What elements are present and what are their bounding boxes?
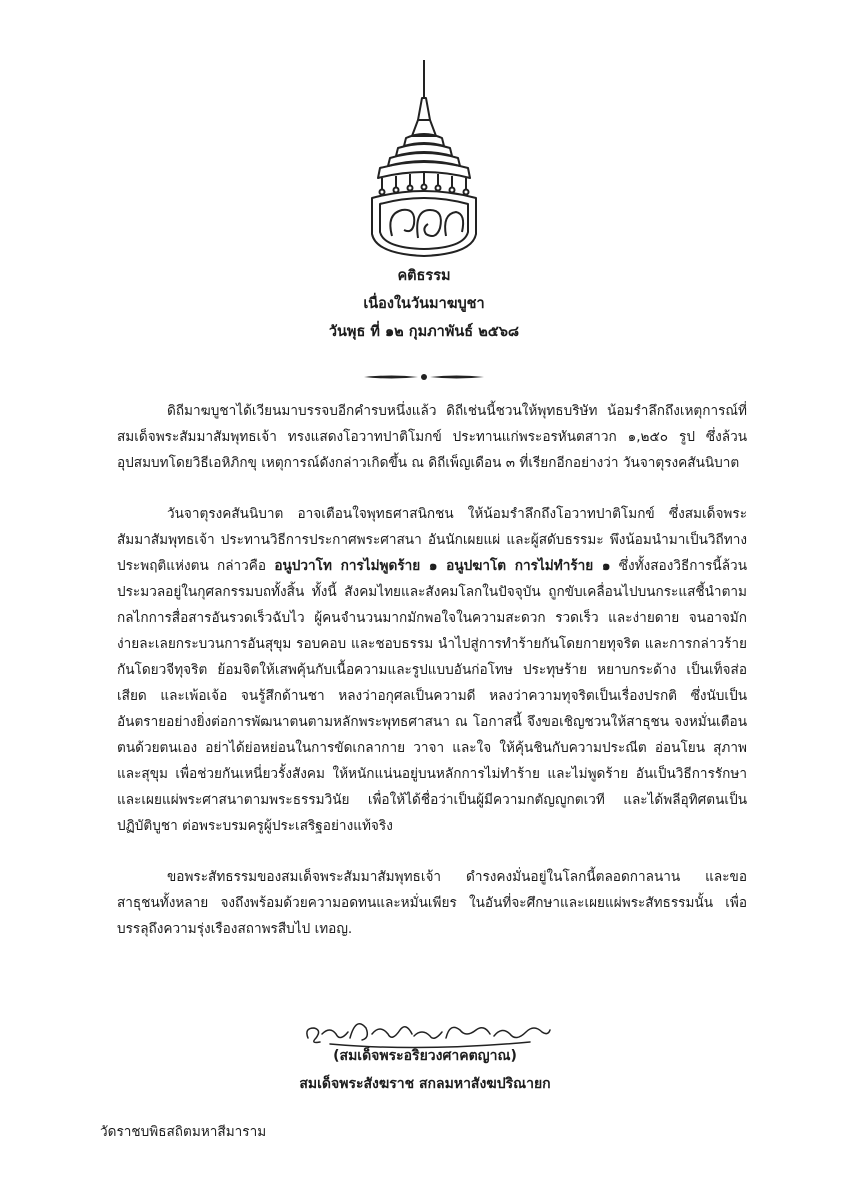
paragraph-2-part-c: ซึ่งทั้งสองวิธีการนี้ล้วนประมวลอยู่ในกุศลกรรมบถทั้งสิ้น ทั้งนี้ สังคมไทยและสังคมโลกในปัจจุบัน ถูกขับเคลื่อนไปบนกระแสชี้นำตามกลไกการสื่อสารอันรวดเร็วฉับไว ผู้คนจำนวนมากมักพอใจในความสะดวก รวดเร็ว และง่ายดาย จนอาจมักง่ายละเลยกระบวนการอันสุขุม รอบคอบ และชอบธรรม นำไปสู่การทำร้ายกันโดยกายทุจริต และการกล่าวร้ายกันโดยวจีทุจริต ย้อมจิตให้เสพคุ้นกับเนื้อความและรูปแบบอันก่อโทษ ประทุษร้าย หยาบกระด้าง เป็นเท็จส่อเสียด และเพ้อเจ้อ จนรู้สึกด้านชา หลงว่าอกุศลเป็นความดี หลงว่าความทุจริตเป็นเรื่องปรกติ ซึ่งนับเป็นอันตรายอย่างยิ่งต่อการพัฒนาตนตามหลักพระพุทธศาสนา ณ โอกาสนี้ จึงขอเชิญชวนให้สาธุชน จงหมั่นเตือนตนด้วยตนเอง อย่าได้ย่อหย่อนในการขัดเกลากาย วาจา และใจ ให้คุ้นชินกับความประณีต อ่อนโยน สุภาพและสุขุม เพื่อช่วยกันเหนี่ยวรั้งสังคม ให้หนักแน่นอยู่บนหลักการไม่ทำร้าย และไม่พูดร้าย อันเป็นวิธีการรักษาและเผยแผ่พระศาสนาตามพระธรรมวินัย เพื่อให้ได้ชื่อว่าเป็นผู้มีความกตัญญูกตเวที และได้พลีอุทิศตนเป็นปฏิบัติบูชา ต่อพระบรมครูผู้ประเสริฐอย่างแท้จริง [117,558,747,834]
paragraph-2-emphasis: อนูปวาโท การไม่พูดร้าย ๑ อนูปฆาโต การไม่ทำร้าย ๑ [274,558,611,574]
heading-title: คติธรรม [397,268,451,284]
temple-crown-emblem-icon [366,58,482,258]
document-heading [0,262,848,346]
heading-occasion: เนื่องในวันมาฆบูชา [363,296,485,312]
paragraph-2-part-a: วันจาตุรงคสันนิบาต อาจเตือนใจพุทธศาสนิกชน ให้น้อมรำลึกถึงโอวาทปาติโมกข์ ซึ่งสมเด็จพระสัมมาสัมพุทธเจ้า ประทานวิธีการประกาศพระศาสนา อันนักเผยแผ่ และผู้สดับธรรมะ พึงน้อมนำมาเป็นวิถีทางประพฤติแห่งตน กล่าวคือ [117,506,747,574]
paragraph-2 [117,501,747,839]
paragraph-3: ขอพระสัทธรรมของสมเด็จพระสัมมาสัมพุทธเจ้า ดำรงคงมั่นอยู่ในโลกนี้ตลอดกาลนาน และขอสาธุชนทั้งหลาย จงถึงพร้อมด้วยความอดทนและหมั่นเพียร ในอันที่จะศึกษาและเผยแผ่พระสัทธรรมนั้น เพื่อบรรลุถึงความรุ่งเรืองสถาพรสืบไป เทอญ. [117,869,747,937]
signatory-name: (สมเด็จพระอริยวงศาคตญาณ) [333,1048,517,1064]
divider-ornament-icon [362,368,486,380]
paragraph-1: ดิถีมาฆบูชาได้เวียนมาบรรจบอีกคำรบหนึ่งแล้ว ดิถีเช่นนี้ชวนให้พุทธบริษัท น้อมรำลึกถึงเหตุการณ์ที่สมเด็จพระสัมมาสัมพุทธเจ้า ทรงแสดงโอวาทปาติโมกข์ ประทานแก่พระอรหันตสาวก ๑,๒๕๐ รูป ซึ่งล้วนอุปสมบทโดยวิธีเอหิภิกขุ เหตุการณ์ดังกล่าวเกิดขึ้น ณ ดิถีเพ็ญเดือน ๓ ที่เรียกอีกอย่างว่า วันจาตุรงคสันนิบาต [117,403,747,471]
signatory-title: สมเด็จพระสังฆราช สกลมหาสังฆปริณายก [299,1076,551,1092]
document-body [117,398,747,942]
temple-location: วัดราชบพิธสถิตมหาสีมาราม [100,1124,267,1140]
heading-date: วันพุธ ที่ ๑๒ กุมภาพันธ์ ๒๕๖๘ [328,324,520,340]
